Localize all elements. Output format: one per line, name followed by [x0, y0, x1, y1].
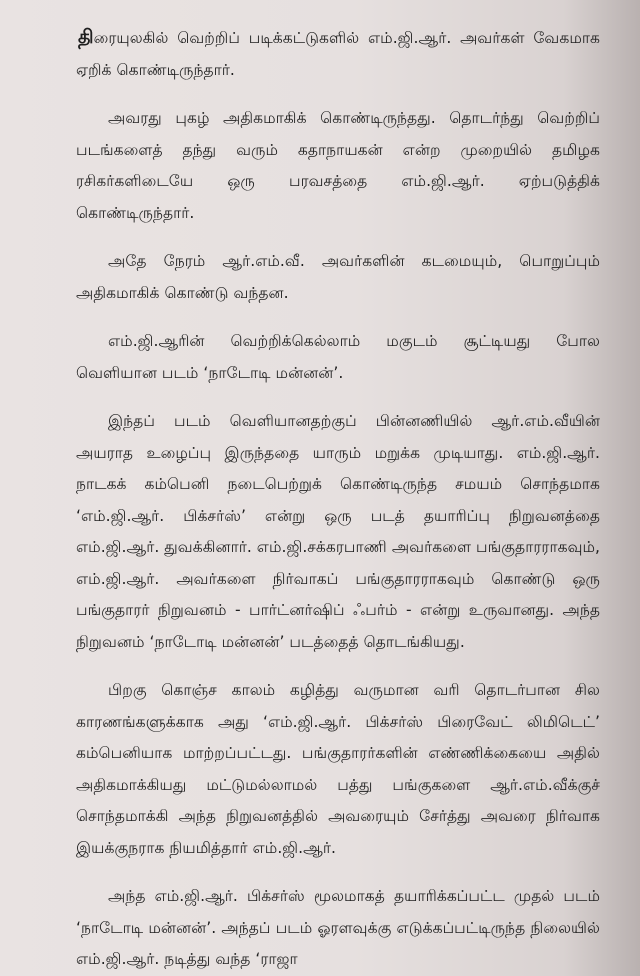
paragraph-3: அதே நேரம் ஆர்.எம்.வீ. அவர்களின் கடமையும், பொறுப்பும் அதிகமாகிக் கொண்டு வந்தன. [76, 252, 600, 302]
drop-cap: தி [78, 26, 94, 48]
paragraph-1-text: ரையுலகில் வெற்றிப் படிக்கட்டுகளில் எம்.ஜி.ஆர். அவர்கள் வேகமாக ஏறிக் கொண்டிருந்தார். [76, 29, 600, 79]
paragraph-2: அவரது புகழ் அதிகமாகிக் கொண்டிருந்தது. தொடர்ந்து வெற்றிப் படங்களைத் தந்து வரும் கதாநாயகன் என்ற முறையில் தமிழக ரசிகர்களிடையே ஒரு பரவசத்தை எம்.ஜி.ஆர். ஏற்படுத்திக் கொண்டிருந்தார். [76, 109, 600, 222]
paragraph-6: பிறகு கொஞ்ச காலம் கழித்து வருமான வரி தொடர்பான சில காரணங்களுக்காக அது ‘எம்.ஜி.ஆர். பிக்சர்ஸ் பிரைவேட் லிமிடெட்’ கம்பெனியாக மாற்றப்பட்டது. பங்குதாரர்களின் எண்ணிக்கையை அதில் அதிகமாக்கியது மட்டுமல்லாமல் பத்து பங்குகளை ஆர்.எம்.வீக்குச் சொந்தமாக்கி அந்த நிறுவனத்தில் அவரையும் சேர்த்து அவரை நிர்வாக இயக்குநராக நியமித்தார் எம்.ஜி.ஆர். [76, 681, 600, 857]
paragraph-7: அந்த எம்.ஜி.ஆர். பிக்சர்ஸ் மூலமாகத் தயாரிக்கப்பட்ட முதல் படம் ‘நாடோடி மன்னன்’. அந்தப் படம் ஓரளவுக்கு எடுக்கப்பட்டிருந்த நிலையில் எம்.ஜி.ஆர். நடித்து வந்த ‘ராஜா [76, 887, 600, 968]
paragraph-4: எம்.ஜி.ஆரின் வெற்றிக்கெல்லாம் மகுடம் சூட்டியது போல வெளியான படம் ‘நாடோடி மன்னன்’. [76, 332, 600, 382]
paragraph-1 [76, 22, 600, 86]
paragraph-5: இந்தப் படம் வெளியானதற்குப் பின்னணியில் ஆர்.எம்.வீயின் அயராத உழைப்பு இருந்ததை யாரும் மறுக்க முடியாது. எம்.ஜி.ஆர். நாடகக் கம்பெனி நடைபெற்றுக் கொண்டிருந்த சமயம் சொந்தமாக ‘எம்.ஜி.ஆர். பிக்சர்ஸ்’ என்று ஒரு படத் தயாரிப்பு நிறுவனத்தை எம்.ஜி.ஆர். துவக்கினார். எம்.ஜி.சக்கரபாணி அவர்களை பங்குதாரராகவும், எம்.ஜி.ஆர். அவர்களை நிர்வாகப் பங்குதாரராகவும் கொண்டு ஒரு பங்குதாரர் நிறுவனம் - பார்ட்னர்ஷிப் ஃபர்ம் - என்று உருவானது. அந்த நிறுவனம் ‘நாடோடி மன்னன்’ படத்தைத் தொடங்கியது. [76, 412, 600, 651]
